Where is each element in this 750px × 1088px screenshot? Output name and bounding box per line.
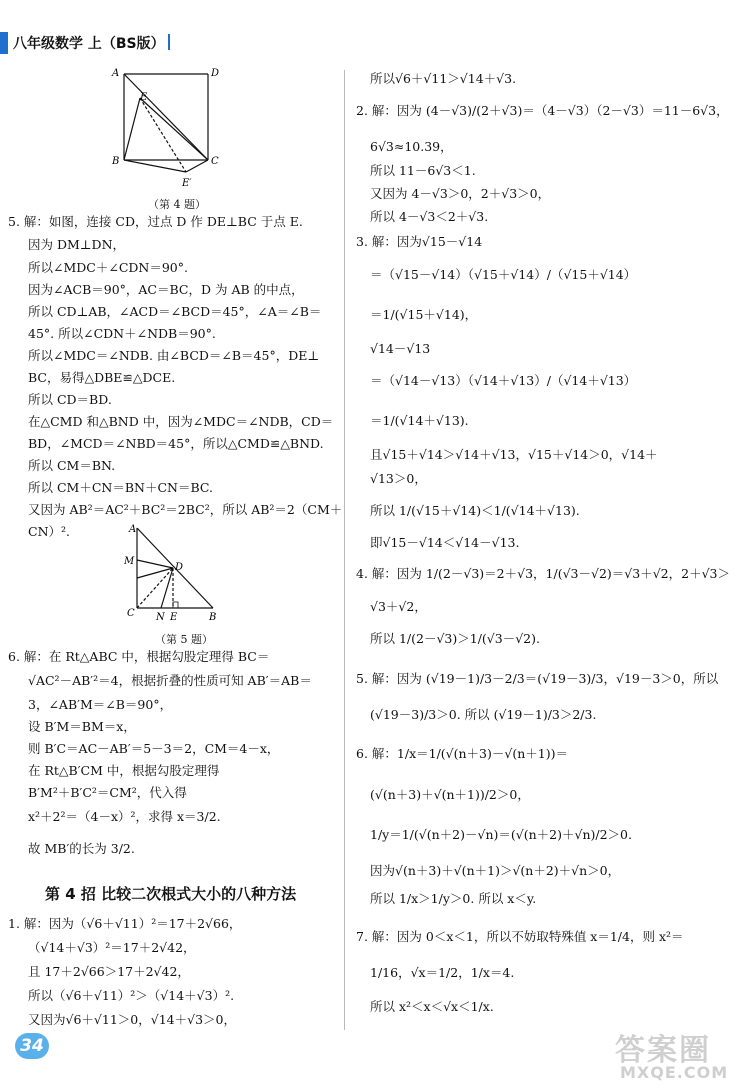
watermark-logo [605, 1025, 750, 1085]
fig4-label-a: A [112, 68, 120, 79]
section-title: 第 4 招 比较二次根式大小的八种方法 [45, 885, 297, 903]
r-q3-line-1: 3. 解：因为√15－√14 [356, 234, 483, 249]
r-q3-line-2: ＝（√15－√14）（√15＋√14）/（√15＋√14） [370, 267, 637, 282]
r-q2-line-5: 所以 4－√3＜2＋√3. [370, 209, 489, 224]
q6-line-8: x²＋2²＝（4－x）²，求得 x＝3/2. [28, 809, 221, 824]
r-q3-line-5: ＝（√14－√13）（√14＋√13）/（√14＋√13） [370, 373, 637, 388]
r-q2-line-2: 6√3≈10.39， [370, 139, 453, 154]
q6-line-9: 故 MB′的长为 3/2. [28, 841, 135, 856]
fig5-caption: （第 5 题） [155, 633, 213, 646]
r-q3-line-4: √14－√13 [370, 341, 431, 356]
fig5-label-d: D [175, 562, 184, 573]
page-number: 34 [15, 1033, 49, 1059]
watermark-url: MXQE.COM [620, 1063, 729, 1082]
r-q7-line-1: 7. 解：因为 0＜x＜1，所以不妨取特殊值 x＝1/4，则 x²＝ [356, 929, 684, 944]
q6-line-7: B′M²＋B′C²＝CM²，代入得 [28, 785, 187, 800]
r-q6-line-5: 所以 1/x＞1/y＞0. 所以 x＜y. [370, 891, 537, 906]
q5-line-15: CN）². [28, 524, 70, 539]
fig5-label-n: N [156, 612, 165, 623]
fig5-label-a: A [129, 524, 137, 535]
fig4-label-b: B [112, 156, 120, 167]
q5-line-10: 在△CMD 和△BND 中，因为∠MDC＝∠NDB，CD＝ [28, 414, 334, 429]
r-q6-line-2: (√(n＋3)＋√(n＋1))/2＞0， [370, 787, 530, 802]
q6-line-5: 则 B′C＝AC－AB′＝5－3＝2，CM＝4－x， [28, 741, 280, 756]
q6-line-4: 设 B′M＝BM＝x， [28, 719, 136, 734]
q6-line-1: 6. 解：在 Rt△ABC 中，根据勾股定理得 BC＝ [8, 649, 270, 664]
q5-line-2: 因为 DM⊥DN， [28, 237, 126, 252]
column-divider [344, 70, 345, 1030]
q5-line-14: 又因为 AB²＝AC²＋BC²＝2BC²，所以 AB²＝2（CM＋ [28, 502, 343, 517]
q5-line-3: 所以∠MDC＋∠CDN＝90°. [28, 260, 188, 275]
q5-line-5: 所以 CD⊥AB，∠ACD＝∠BCD＝45°，∠A＝∠B＝ [28, 304, 322, 319]
q6-line-2: √AC²－AB′²＝4，根据折叠的性质可知 AB′＝AB＝ [28, 673, 312, 688]
q5-line-1: 5. 解：如图，连接 CD，过点 D 作 DE⊥BC 于点 E. [8, 214, 303, 229]
q5-line-12: 所以 CM＝BN. [28, 458, 116, 473]
figure-4 [100, 62, 240, 212]
fig5-label-m: M [124, 556, 135, 567]
r-q2-line-3: 所以 11－6√3＜1. [370, 163, 476, 178]
r-q3-line-9: 所以 1/(√15＋√14)＜1/(√14＋√13). [370, 503, 580, 518]
r-q6-line-3: 1/y＝1/(√(n＋2)－√n)＝(√(n＋2)＋√n)/2＞0. [370, 827, 632, 842]
q5-line-13: 所以 CM＋CN＝BN＋CN＝BC. [28, 480, 213, 495]
q5-line-7: 所以∠MDC＝∠NDB. 由∠BCD＝∠B＝45°，DE⊥ [28, 348, 320, 363]
q1-line-4: 所以（√6＋√11）²＞（√14＋√3）². [28, 988, 235, 1003]
page-header [0, 32, 200, 56]
fig5-label-b: B [209, 612, 217, 623]
header-title: 八年级数学 上（BS版） [13, 33, 170, 53]
r-q1-conclusion: 所以√6＋√11＞√14＋√3. [370, 71, 517, 86]
r-q7-line-2: 1/16，√x＝1/2，1/x＝4. [370, 965, 515, 980]
q5-line-9: 所以 CD＝BD. [28, 392, 112, 407]
watermark-text: 答案圈 [615, 1033, 711, 1068]
r-q2-line-1: 2. 解：因为 (4－√3)/(2＋√3)＝（4－√3）（2－√3）＝11－6√3， [356, 103, 729, 118]
r-q7-line-3: 所以 x²＜x＜√x＜1/x. [370, 999, 494, 1014]
fig5-label-c: C [127, 608, 135, 619]
r-q3-line-10: 即√15－√14＜√14－√13. [370, 535, 520, 550]
r-q3-line-7: 且√15＋√14＞√14＋√13，√15＋√14＞0，√14＋ [370, 447, 658, 462]
fig4-caption: （第 4 题） [148, 198, 206, 211]
fig4-label-d: D [211, 68, 220, 79]
figure-5 [115, 520, 235, 630]
r-q4-line-1: 4. 解：因为 1/(2－√3)＝2＋√3，1/(√3－√2)＝√3＋√2，2＋√3＞ [356, 566, 730, 581]
q1-line-2: （√14＋√3）²＝17＋2√42， [28, 940, 196, 955]
q5-line-6: 45°. 所以∠CDN＋∠NDB＝90°. [28, 326, 216, 341]
q6-line-6: 在 Rt△B′CM 中，根据勾股定理得 [28, 763, 220, 778]
q5-line-4: 因为∠ACB＝90°，AC＝BC，D 为 AB 的中点， [28, 282, 304, 297]
r-q3-line-8: √13＞0， [370, 471, 427, 486]
r-q2-line-4: 又因为 4－√3＞0，2＋√3＞0， [370, 186, 551, 201]
q1-line-5: 又因为√6＋√11＞0，√14＋√3＞0， [28, 1012, 236, 1027]
q1-line-1: 1. 解：因为（√6＋√11）²＝17＋2√66， [8, 916, 242, 931]
r-q5-line-2: (√19－3)/3＞0. 所以 (√19－1)/3＞2/3. [370, 707, 597, 722]
r-q5-line-1: 5. 解：因为 (√19－1)/3－2/3＝(√19－3)/3，√19－3＞0，所以 [356, 671, 719, 686]
r-q4-line-3: 所以 1/(2－√3)＞1/(√3－√2). [370, 631, 540, 646]
q1-line-3: 且 17＋2√66＞17＋2√42， [28, 964, 190, 979]
q5-line-11: BD，∠MCD＝∠NBD＝45°，所以△CMD≌△BND. [28, 436, 324, 451]
q6-line-3: 3，∠AB′M＝∠B＝90°， [28, 697, 173, 712]
r-q3-line-3: ＝1/(√15＋√14)， [370, 307, 478, 322]
fig4-label-e: E [140, 92, 148, 103]
q5-line-8: BC，易得△DBE≌△DCE. [28, 370, 176, 385]
r-q6-line-4: 因为√(n＋3)＋√(n＋1)＞√(n＋2)＋√n＞0， [370, 863, 621, 878]
r-q4-line-2: √3＋√2， [370, 599, 427, 614]
fig5-label-e: E [170, 612, 178, 623]
r-q6-line-1: 6. 解：1/x＝1/(√(n＋3)－√(n＋1))＝ [356, 746, 568, 761]
fig4-label-eprime: E′ [182, 178, 192, 189]
r-q3-line-6: ＝1/(√14＋√13). [370, 413, 469, 428]
fig4-label-c: C [211, 156, 219, 167]
header-accent-bar [0, 32, 8, 54]
